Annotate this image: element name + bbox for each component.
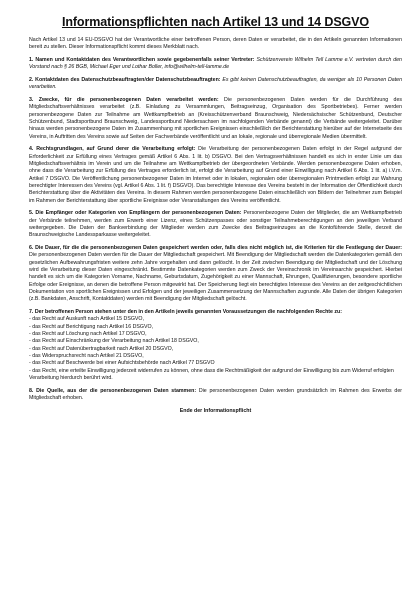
section-2-text: Es gibt keinen Datenschutzbeauftragten, da weniger als 10 Personen Daten verarbeiten. bbox=[29, 76, 402, 91]
section-4-heading: 4. Rechtsgrundlagen, auf Grund derer die Verarbeitung erfolgt: bbox=[29, 146, 196, 153]
section-6-heading: 6. Die Dauer, für die die personenbezogenen Daten gespeichert werden oder, falls dies nicht möglich ist, die Kriterien für die Festlegung der Dauer: bbox=[29, 245, 402, 252]
document-title: Informationspflichten nach Artikel 13 und 14 DSGVO bbox=[61, 15, 370, 29]
end-note: Ende der Informationspflicht bbox=[179, 407, 252, 414]
section-2 bbox=[29, 77, 402, 92]
rights-list-item: - das Recht auf Einschränkung der Verarbeitung nach Artikel 18 DSGVO, bbox=[29, 338, 199, 345]
rights-list bbox=[29, 316, 402, 382]
section-8 bbox=[29, 388, 402, 403]
section-1-heading: 1. Namen und Kontaktdaten des Verantwortlichen sowie gegebenenfalls seiner Vertreter: bbox=[29, 56, 255, 63]
rights-list-item: - das Recht, eine erteilte Einwilligung jederzeit widerrufen zu können, ohne dass die Rechtmäßigkeit der aufgrund der Einwilligung bis zum Widerruf erfolgten Verarbeitung hierdurch berührt wird. bbox=[29, 367, 394, 382]
section-4 bbox=[29, 146, 402, 205]
rights-list-item: - das Recht auf Auskunft nach Artikel 15 DSGVO, bbox=[29, 316, 144, 323]
rights-list-item: - das Recht auf Berichtigung nach Artikel 16 DSGVO, bbox=[29, 323, 154, 330]
rights-list-item: - das Recht auf Löschung nach Artikel 17 DSGVO, bbox=[29, 331, 147, 338]
section-1-text: Schützenverein Wilhelm Tell Lamme e.V. vertreten durch den Vorstand nach § 26 BGB, Michael Eger und Lothar Boller, info@wilhelm-tell-lamme.de bbox=[29, 56, 402, 71]
intro-paragraph: Nach Artikel 13 und 14 EU-DSGVO hat der Verantwortliche einer betroffenen Person, deren Daten er verarbeitet, die in den Artikeln genannten Informationen bereit zu stellen. Dieser Informationspflicht kommt dieses Merkblatt nach. bbox=[29, 37, 402, 51]
section-3 bbox=[29, 97, 402, 141]
section-5-text: Personenbezogene Daten der Mitglieder, die am Wettkampfbetrieb der Verbände teilnehmen, werden zum Erwerb einer Lizenz, eines Schützenpasses oder sonstiger Teilnahmeberechtigungen an den jeweiligen Verband weitergegeben. Die Daten der Bankverbindung der Mitglieder werden zum Zwecke des Beitragseinzuges an die Kontoführende Stelle, derzeit die Braunschweigische Landessparkasse weitergeleitet. bbox=[29, 210, 402, 239]
section-2-heading: 2. Kontaktdaten des Datenschutzbeauftragten/der Datenschutzbeauftragten: bbox=[29, 76, 221, 83]
rights-list-item: - das Widerspruchsrecht nach Artikel 21 DSGVO, bbox=[29, 353, 144, 360]
section-7-heading: 7. Der betroffenen Person stehen unter den in den Artikeln jeweils genannten Voraussetzungen die nachfolgenden Rechte zu: bbox=[29, 309, 343, 316]
section-3-text: Die personenbezogenen Daten werden für die Durchführung des Mitgliedschaftsverhältnisses verarbeitet (z.B. Einladung zu Versammlungen, Beitragseinzug, Organisation des Sportbetriebes). Ferner werden personenbezogene Daten zur Teilnahme am Wettkampfbetrieb an (Kreisschützenverband Braunschweig, Niedersächsischer Schützenbund, Deutscher Schützenbund, Stadtsportbund Braunschweig, Landessportbund Niedersachsen im nachfolgenden Verbände genannt) die Verbände weitergeleitet. Darüber hinaus werden personenbezogene Daten im Zusammenhang mit sportlichen Ereignissen einschließlich der Berichterstattung hierüber auf der Internetseite des Vereins, in Auftritten des Vereins sowie auf Seiten der Fachverbände veröffentlicht und an lokale, regionale und überregionale Medien übermittelt. bbox=[29, 96, 402, 140]
section-1 bbox=[29, 57, 402, 72]
section-5-heading: 5. Die Empfänger oder Kategorien von Empfängern der personenbezogenen Daten: bbox=[29, 210, 242, 217]
section-8-text: Die personenbezogenen Daten werden grundsätzlich im Rahmen des Erwerbs der Mitgliedschaft erhoben. bbox=[29, 387, 402, 402]
rights-list-item: - das Recht auf Datenübertragbarkeit nach Artikel 20 DSGVO, bbox=[29, 345, 174, 352]
section-6-text: Die personenbezogenen Daten werden für die Dauer der Mitgliedschaft gespeichert. Mit Beendigung der Mitgliedschaft werden die Datenkategorien gemäß den gesetzlichen Aufbewahrungsfristen weitere zehn Jahre vorgehalten und dann gelöscht. In der Zeit zwischen Beendigung der Mitgliedschaft und der Löschung wird die Verarbeitung dieser Daten eingeschränkt. Bestimmte Datenkategorien werden zum Zweck der Vereinschronik im Vereinsarchiv gespeichert. Hierbei handelt es sich um die Kategorien Vorname, Nachname, Geburtsdatum, Zugehörigkeit zu einer Mannschaft, Ehrungen, Qualifizierungen, besondere sportliche Erfolge oder Ereignisse, an denen die betroffene Person mitgewirkt hat. Der Speicherung liegt ein berechtigtes Interesse des Vereins an der zeitgeschichtlichen Dokumentation von sportlichen Ereignissen und Erfolgen und der jeweiligen Zusammensetzung der Mannschaften zugrunde. Alle Daten der übrigen Kategorien (z.B. Bankdaten, Anschrift, Kontaktdaten) werden mit Beendigung der Mitgliedschaft gelöscht. bbox=[29, 252, 402, 303]
section-5 bbox=[29, 210, 402, 239]
section-3-heading: 3. Zwecke, für die personenbezogenen Daten verarbeitet werden: bbox=[29, 96, 219, 103]
section-8-heading: 8. Die Quelle, aus der die personenbezogenen Daten stammen: bbox=[29, 387, 197, 394]
section-4-text: Die Verarbeitung der personenbezogenen Daten erfolgt in der Regel aufgrund der Erforderlichkeit zur Erfüllung eines Vertrages gemäß Artikel 6 Abs. 1 lit. b) DSGVO. Bei den Vertragsverhältnissen handelt es sich in erster Linie um das Mitgliedschaftsverhältnis im Verein und um die Teilnahme am Wettkampfbetrieb der übergeordneten Verbände. Werden personenbezogene Daten erhoben, ohne dass die Verarbeitung zur Erfüllung des Vertrages erforderlich ist, erfolgt die Verarbeitung auf Grund einer Einwilligung nach Artikel 6 Abs. 1 lit. a) i.V.m. Artikel 7 DSGVO. Die Veröffentlichung personenbezogener Daten im Internet oder in lokalen, regionalen oder überregionalen Printmedien erfolgt zur Wahrung berechtigter Interessen des Vereins (vgl. Artikel 6 Abs. 1 lit. f) DSGVO). Das berechtigte Interesse des Vereins besteht in der Information der Öffentlichkeit durch Berichterstattung über die Aktivitäten des Vereins. In diesem Rahmen werden personenbezogene Daten einschließlich von Bildern der Teilnehmer zum Beispiel im Rahmen der Berichterstattung über sportliche Ereignisse oder Veranstaltungen des Vereins veröffentlicht. bbox=[29, 146, 402, 204]
section-6 bbox=[29, 245, 402, 304]
section-7 bbox=[29, 309, 402, 316]
rights-list-item: - das Recht auf Beschwerde bei einer Aufsichtsbehörde nach Artikel 77 DSGVO bbox=[29, 360, 215, 367]
